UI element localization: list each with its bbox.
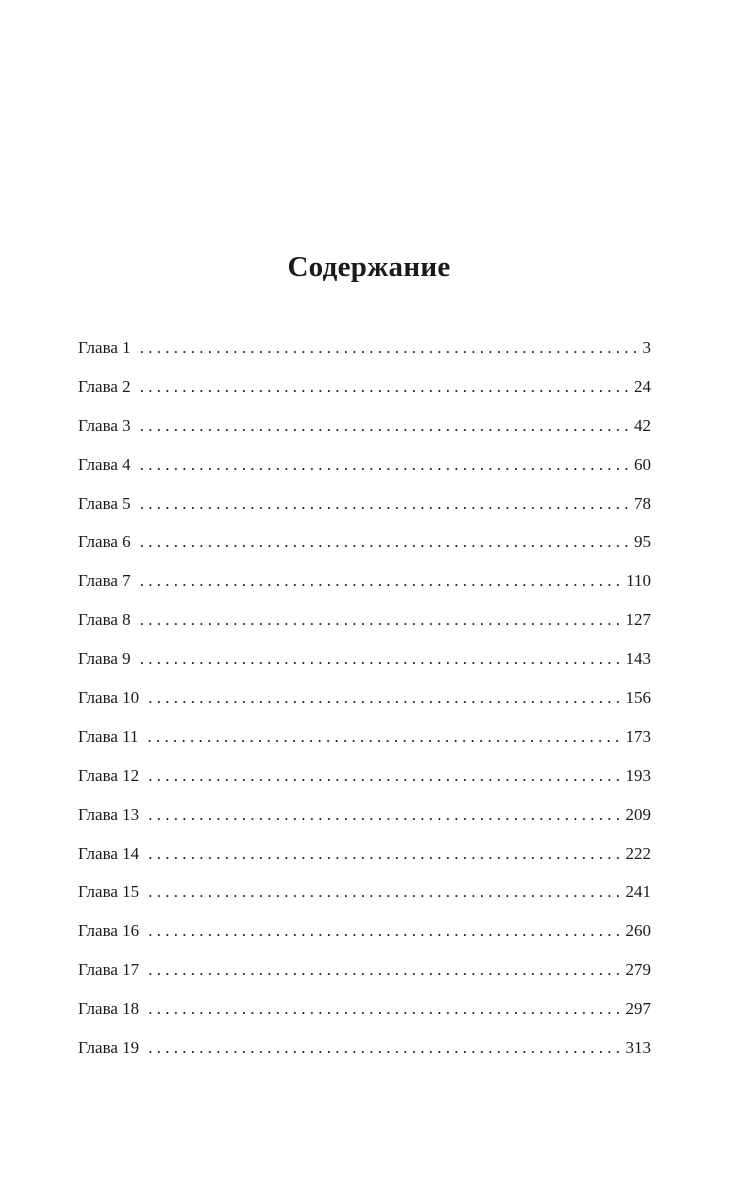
toc-item-page: 3 xyxy=(642,338,651,357)
toc-item-label: Глава 8 xyxy=(78,610,131,630)
toc-item-label: Глава 9 xyxy=(78,649,131,669)
dot-leader xyxy=(148,873,621,912)
toc-item-page: 42 xyxy=(634,415,651,435)
toc-item-label: Глава 15 xyxy=(78,882,140,902)
toc-item[interactable] xyxy=(78,951,651,990)
dot-leader xyxy=(148,757,621,796)
dot-leader xyxy=(148,912,621,951)
toc-item-page: 156 xyxy=(625,688,651,708)
toc-item[interactable] xyxy=(78,368,651,407)
dot-leader xyxy=(140,446,630,485)
dot-leader xyxy=(140,562,622,601)
toc-item-label: Глава 5 xyxy=(78,493,131,513)
toc-item-label: Глава 19 xyxy=(78,1038,140,1058)
toc-item-page: 279 xyxy=(625,960,651,980)
toc-item[interactable] xyxy=(78,601,651,640)
toc-item-label: Глава 13 xyxy=(78,804,140,824)
toc-item-page: 173 xyxy=(625,726,651,746)
toc-item[interactable] xyxy=(78,446,651,485)
toc-item-label: Глава 3 xyxy=(78,415,131,435)
dot-leader xyxy=(140,601,622,640)
dot-leader xyxy=(140,368,630,407)
toc-item[interactable] xyxy=(78,1029,651,1068)
toc-item-page: 143 xyxy=(625,649,651,669)
toc-item[interactable] xyxy=(78,329,651,368)
toc-item[interactable] xyxy=(78,912,651,951)
toc-item-label: Глава 12 xyxy=(78,765,140,785)
toc-item-page: 241 xyxy=(625,882,651,902)
toc-item-label: Глава 18 xyxy=(78,999,140,1019)
toc-item[interactable] xyxy=(78,990,651,1029)
toc-item-label: Глава 7 xyxy=(78,571,131,591)
toc-item-page: 127 xyxy=(625,610,651,630)
dot-leader xyxy=(140,523,630,562)
dot-leader xyxy=(148,796,621,835)
toc-item-page: 60 xyxy=(634,454,651,474)
toc-item-label: Глава 17 xyxy=(78,960,140,980)
toc-item-page: 209 xyxy=(625,804,651,824)
toc-item-page: 297 xyxy=(625,999,651,1019)
page-title: Содержание xyxy=(287,251,451,283)
toc-item-label: Глава 11 xyxy=(78,726,139,746)
toc-item-page: 193 xyxy=(625,765,651,785)
toc-item[interactable] xyxy=(78,523,651,562)
toc-item[interactable] xyxy=(78,679,651,718)
dot-leader xyxy=(148,1029,621,1068)
toc-item-label: Глава 1 xyxy=(78,338,131,357)
toc-item[interactable] xyxy=(78,873,651,912)
toc-item[interactable] xyxy=(78,640,651,679)
toc-item-page: 95 xyxy=(634,532,651,552)
dot-leader xyxy=(148,679,621,718)
toc-item-page: 110 xyxy=(626,571,651,591)
toc-item[interactable] xyxy=(78,562,651,601)
toc-item-label: Глава 2 xyxy=(78,376,131,396)
toc-item-label: Глава 16 xyxy=(78,921,140,941)
dot-leader xyxy=(140,329,639,368)
toc-item-page: 78 xyxy=(634,493,651,513)
toc-item[interactable] xyxy=(78,485,651,524)
toc-item[interactable] xyxy=(78,757,651,796)
dot-leader xyxy=(148,718,622,757)
toc-item[interactable] xyxy=(78,835,651,874)
toc-item-label: Глава 14 xyxy=(78,843,140,863)
toc-item[interactable] xyxy=(78,407,651,446)
toc-item-page: 313 xyxy=(625,1038,651,1058)
toc-item-page: 222 xyxy=(625,843,651,863)
toc-item-label: Глава 6 xyxy=(78,532,131,552)
dot-leader xyxy=(140,640,622,679)
toc-item-page: 260 xyxy=(625,921,651,941)
toc-item-page: 24 xyxy=(634,376,651,396)
table-of-contents xyxy=(78,329,651,1068)
dot-leader xyxy=(140,485,630,524)
toc-item-label: Глава 10 xyxy=(78,688,140,708)
toc-item[interactable] xyxy=(78,796,651,835)
dot-leader xyxy=(148,951,621,990)
toc-item[interactable] xyxy=(78,718,651,757)
toc-item-label: Глава 4 xyxy=(78,454,131,474)
dot-leader xyxy=(148,990,621,1029)
dot-leader xyxy=(140,407,630,446)
dot-leader xyxy=(148,835,621,874)
